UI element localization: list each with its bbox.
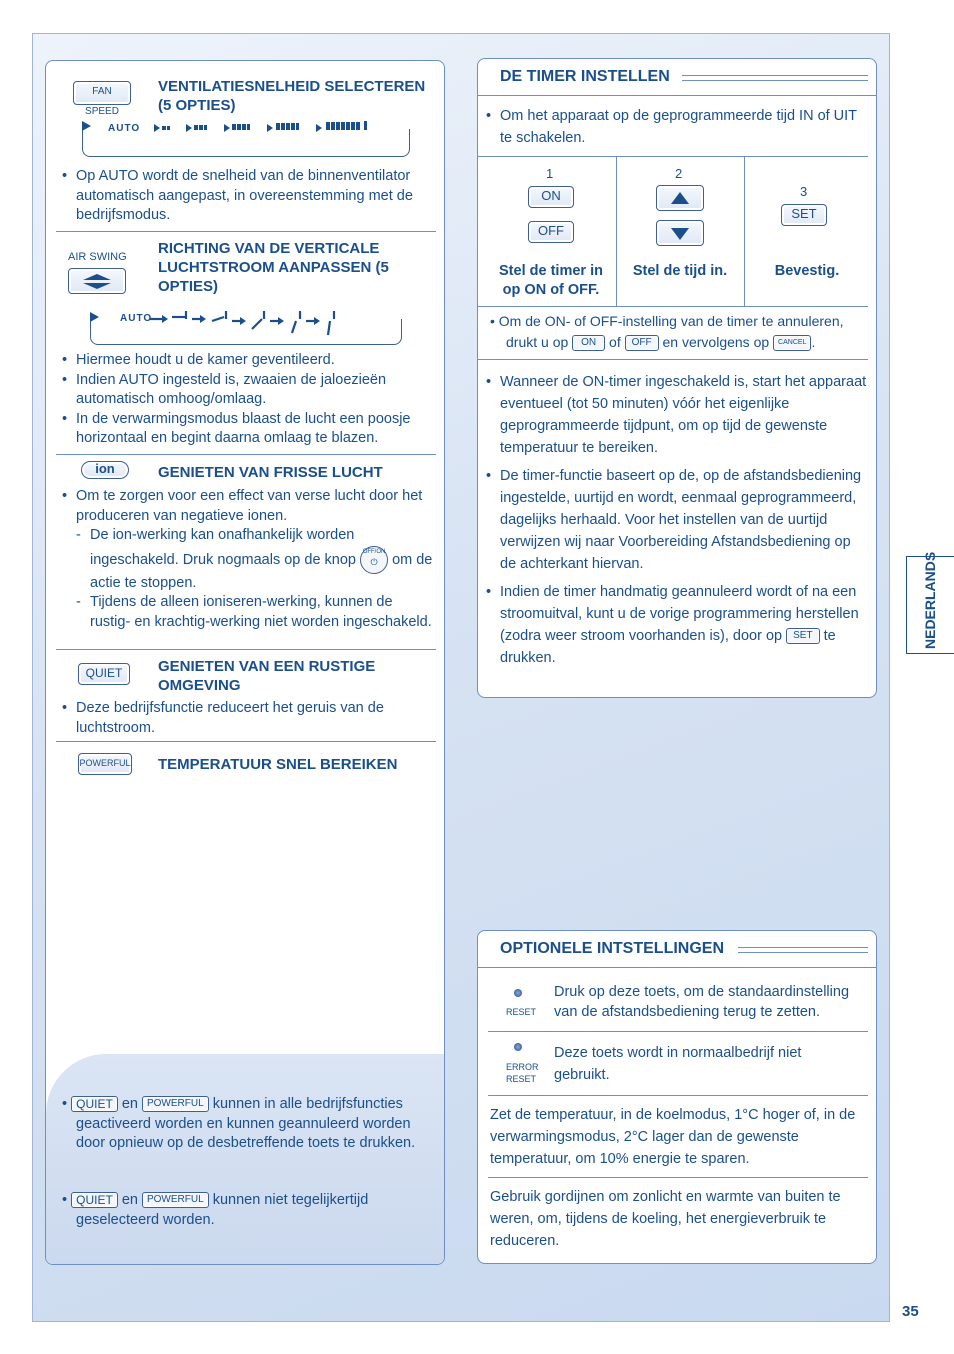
powerful-button[interactable]: POWERFUL [78,753,132,775]
step-number: 2 [675,166,683,181]
up-arrow-icon [671,192,689,204]
footer-note-text: geactiveerd worden en kunnen geannuleerd worden door opnieuw op de desbetreffende toets te drukken. [76,1115,416,1151]
page-number: 35 [902,1303,919,1320]
step-label: Bevestig. [774,263,840,279]
fan-speed-button[interactable]: FAN SPEED [73,81,131,105]
powerful-inline-button: POWERFUL [142,1096,209,1112]
divider [488,1177,868,1178]
timer-intro [486,105,870,149]
timer-note: • De timer-functie baseert op de, op de afstandsbediening ingestelde, uurtijd en wordt, eenmaal geprogrammeerd, dagelijks herhaald. Voor het instellen van de uurtijd verwijzen wij naar Voorbereiding Afstandsbediening op de achterkant hiervan. [486,465,870,575]
ion-note [62,487,436,632]
cancel-text: drukt u op [506,334,569,350]
column-divider [744,156,745,306]
air-swing-notes [62,351,434,449]
cancel-text-end: . [811,334,816,350]
divider [56,649,436,650]
cancel-inline-button: CANCEL [773,335,811,351]
timer-note [486,581,870,669]
left-panel [45,60,445,1265]
and-text: en [121,1096,138,1112]
error-reset-label [506,1061,539,1085]
ion-subnote-text: om de actie te stoppen. [90,551,433,591]
off-on-button-label: OFF/ON [362,548,386,555]
timer-title: DE TIMER INSTELLEN [500,68,670,85]
timer-note-text: Indien de timer handmatig geannuleerd wordt of na een stroomuitval, kunt u de vorige programmering herstellen (zodra weer stroom voorhanden is), door op [500,584,859,644]
reset-text: Druk op deze toets, om de standaardinstelling van de afstandsbediening terug te zetten. [554,984,850,1020]
air-swing-note: • Hiermee houdt u de kamer geventileerd. [62,351,434,371]
ion-note-text: Om te zorgen voor een effect van verse lucht door het produceren van negatieve ionen. [76,488,423,524]
air-swing-heading: RICHTING VAN DE VERTICALE LUCHTSTROOM AANPASSEN (5 OPTIES) [158,240,389,295]
divider [56,454,436,455]
footer-note-text: geselecteerd worden. [76,1211,215,1228]
fan-speed-sequence [82,121,410,157]
step-number: 3 [800,184,808,199]
power-icon: ⏻ [370,556,378,567]
quiet-inline-button: QUIET [71,1096,118,1112]
error-reset-button[interactable] [514,1043,522,1051]
time-down-button[interactable] [656,220,704,246]
divider [56,741,436,742]
column-divider [616,156,617,306]
off-on-button[interactable] [360,546,388,574]
timer-panel [477,58,877,698]
timer-off-button[interactable]: OFF [528,221,574,243]
ion-notes [62,487,436,632]
or-text: of [609,334,621,350]
air-swing-auto-label: AUTO [120,313,153,324]
set-inline-button: SET [786,628,819,644]
powerful-heading: TEMPERATUUR SNEL BEREIKEN [158,756,398,773]
divider [488,1095,868,1096]
fan-speed-heading: VENTILATIESNELHEID SELECTEREN (5 OPTIES) [158,78,426,114]
timer-cancel-note: • Om de ON- of OFF-instelling van de timer te annuleren, drukt u op ON of OFF en vervolgens op CANCEL . [490,313,844,350]
divider [478,95,876,96]
swing-arrows-icon [77,271,117,291]
cancel-text: Om de ON- of OFF-instelling van de timer te annuleren, [498,313,844,329]
optional-title: OPTIONELE INTSTELLINGEN [500,940,725,957]
air-swing-sequence [90,309,402,345]
footer-note-text: kunnen niet tegelijkertijd [212,1192,369,1208]
quiet-button[interactable]: QUIET [78,663,130,685]
footer-note-2: • QUIET en POWERFUL kunnen niet tegelijkertijd geselecteerd worden. [62,1191,436,1230]
timer-set-button[interactable]: SET [781,204,827,226]
step-number: 1 [546,166,554,181]
quiet-heading: GENIETEN VAN EEN RUSTIGE OMGEVING [158,658,376,694]
off-inline-button: OFF [625,335,659,351]
quiet-inline-button: QUIET [71,1192,118,1208]
footer-note-text: kunnen in alle bedrijfsfuncties [212,1096,403,1112]
fan-speed-auto-label: AUTO [108,123,141,134]
powerful-inline-button: POWERFUL [142,1192,209,1208]
cancel-text: en vervolgens op [662,334,770,350]
error-reset-text: Deze toets wordt in normaalbedrijf niet gebruikt. [554,1045,802,1083]
left-panel-footer [46,1054,444,1264]
on-inline-button: ON [572,335,605,351]
air-swing-button[interactable] [68,268,126,294]
optional-panel [477,930,877,1264]
fan-speed-notes [62,167,434,226]
energy-tip: Zet de temperatuur, in de koelmodus, 1°C hoger of, in de verwarmingsmodus, 2°C lager dan de gewenste temperatuur, om 10% energie te sparen. [490,1107,856,1167]
louver-positions-icon [150,309,400,337]
quiet-note: • Deze bedrijfsfunctie reduceert het geruis van de luchtstroom. [62,699,434,738]
fan-speed-note: • Op AUTO wordt de snelheid van de binnenventilator automatisch aangepast, in overeenstemming met de bedrijfsmodus. [62,167,434,226]
error-label: ERROR [506,1062,539,1072]
divider [478,306,868,307]
quiet-notes [62,699,434,738]
footer-note-1: • QUIET en POWERFUL kunnen in alle bedrijfsfuncties geactiveerd worden en kunnen geannuleerd worden door opnieuw op de desbetreffende toets te drukken. [62,1095,436,1154]
title-rule [682,75,868,81]
ion-subnote [76,526,436,593]
language-tab-label: NEDERLANDS [922,551,938,649]
ion-subnote: - Tijdens de alleen ioniseren-werking, kunnen de rustig- en krachtig-werking niet worden ingeschakeld. [76,593,436,632]
timer-on-button[interactable]: ON [528,186,574,208]
divider [56,231,436,232]
air-swing-note: • In de verwarmingsmodus blaast de lucht een poosje horizontaal en begint daarna omlaag te blazen. [62,410,434,449]
energy-tip: Gebruik gordijnen om zonlicht en warmte van buiten te weren, om, tijdens de koeling, het energieverbruik te reduceren. [490,1189,841,1249]
divider [488,1031,868,1032]
step-label: Stel de tijd in. [632,263,728,279]
divider [478,967,876,968]
timer-note-text: te drukken. [500,628,836,666]
language-tab [906,551,954,654]
reset-label: RESET [506,1007,537,1017]
divider [478,359,868,360]
ion-button[interactable]: ion [81,461,129,479]
air-swing-caption: AIR SWING [68,251,127,263]
reset-button[interactable] [514,989,522,997]
time-up-button[interactable] [656,185,704,211]
down-arrow-icon [671,228,689,240]
air-swing-note: • Indien AUTO ingesteld is, zwaaien de jaloezieën automatisch omhoog/omlaag. [62,371,434,410]
divider [478,156,868,157]
ion-subnote-text: De ion-werking kan onafhankelijk worden ingeschakeld. Druk nogmaals op de knop [90,527,356,568]
reset-label: RESET [506,1074,537,1084]
timer-intro-text: • Om het apparaat op de geprogrammeerde tijd IN of UIT te schakelen. [486,105,870,149]
title-rule [738,947,868,953]
fan-speed-bars-icon [140,121,402,135]
ion-heading: GENIETEN VAN FRISSE LUCHT [158,464,383,481]
and-text: en [121,1192,138,1208]
timer-notes [486,371,870,669]
timer-note: • Wanneer de ON-timer ingeschakeld is, start het apparaat eventueel (tot 50 minuten) vóór het eigenlijke geprogrammeerde tijdpunt, om op tijd de gewenste temperatuur te bereiken. [486,371,870,459]
step-label: Stel de timer in op ON of OFF. [499,263,603,298]
